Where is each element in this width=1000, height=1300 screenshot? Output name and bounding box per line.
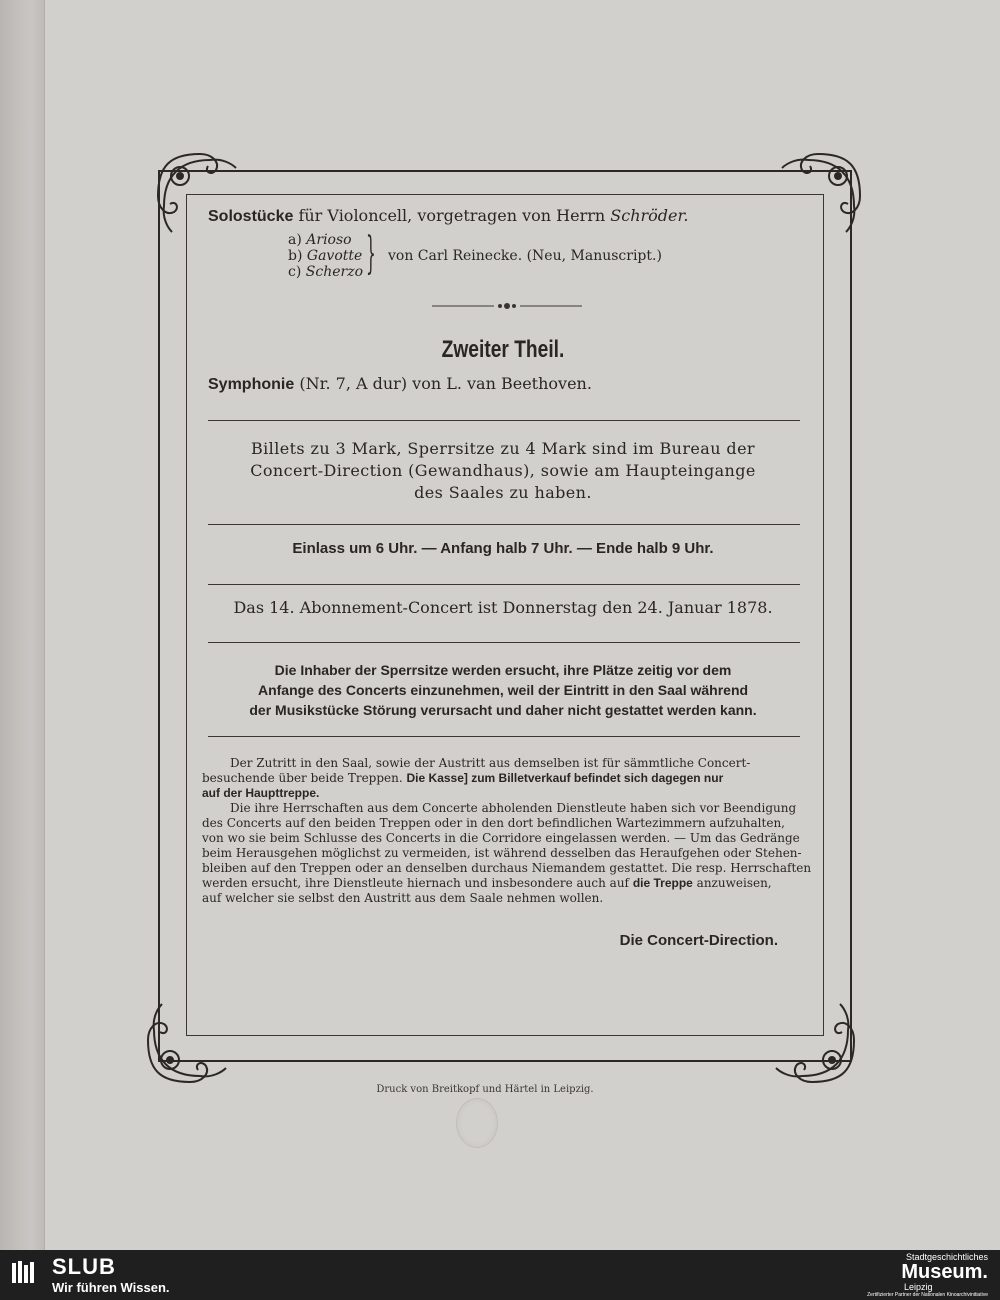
solo-performer: Schröder.: [610, 206, 689, 225]
solo-line: [208, 206, 688, 226]
corner-ornament-bottom-right: [770, 998, 862, 1090]
tickets-info: [200, 438, 806, 504]
rules-line: des Concerts auf den beiden Treppen oder in den dort befindlichen Wartezimmern aufzuhalten,: [202, 816, 785, 830]
rules-line: besuchende über beide Treppen. Die Kasse] zum Billetverkauf befindet sich dagegen nur: [202, 771, 724, 785]
pieces-composer: von Carl Reinecke. (Neu, Manuscript.): [388, 248, 662, 264]
corner-ornament-top-right: [776, 146, 868, 238]
ornament-divider: [432, 296, 582, 306]
museum-city: Leipzig: [904, 1282, 933, 1292]
concert-times: Einlass um 6 Uhr. — Anfang halb 7 Uhr. — Ende halb 9 Uhr.: [292, 540, 714, 557]
solo-description: für Violoncell, vorgetragen von Herrn: [298, 206, 606, 225]
seating-notice: [200, 660, 806, 720]
museum-name: Museum.: [901, 1261, 988, 1283]
next-concert: Das 14. Abonnement-Concert ist Donnerstag den 24. Januar 1878.: [233, 598, 773, 617]
symphony-description: (Nr. 7, A dur) von L. van Beethoven.: [299, 374, 592, 393]
slub-tagline: Wir führen Wissen.: [52, 1280, 170, 1295]
rules-line: bleiben auf den Treppen oder an denselben durchaus Niemandem gestattet. Die resp. Herrschaften: [202, 861, 812, 875]
embossed-stamp: [456, 1098, 498, 1148]
symphony-heading: Symphonie: [208, 376, 295, 393]
rules-line: Die ihre Herrschaften aus dem Concerte abholenden Dienstleute haben sich vor Beendigung: [230, 801, 797, 815]
divider-rule: [208, 736, 800, 737]
signature: Die Concert-Direction.: [619, 932, 778, 949]
piece-item: c) Scherzo: [288, 264, 363, 280]
divider-rule: [208, 420, 800, 421]
brace-symbol: }: [366, 228, 376, 279]
tickets-line: des Saales zu haben.: [414, 483, 592, 502]
tickets-line: Concert-Direction (Gewandhaus), sowie am Haupteingange: [250, 461, 756, 480]
piece-item: a) Arioso: [288, 232, 352, 248]
part-title: Zweiter Theil.: [441, 336, 565, 363]
slub-name[interactable]: SLUB: [52, 1254, 116, 1279]
printer-imprint: Druck von Breitkopf und Härtel in Leipzig.: [376, 1084, 594, 1095]
rules-line: von wo sie beim Schlusse des Concerts in die Corridore eingelassen werden. — Um das Gedränge: [202, 831, 800, 845]
page-gutter: [0, 0, 45, 1250]
solo-heading: Solostücke: [208, 208, 294, 225]
piece-item: b) Gavotte: [288, 248, 363, 264]
museum-note: Zertifizierter Partner der Nationalen Kinoarchivinitiative: [867, 1292, 988, 1298]
rules-line: Der Zutritt in den Saal, sowie der Austritt aus demselben ist für sämmtliche Concert-: [230, 756, 751, 770]
museum-top: Stadtgeschichtliches: [905, 1252, 988, 1262]
divider-rule: [208, 524, 800, 525]
notice-line: Anfange des Concerts einzunehmen, weil der Eintritt in den Saal während: [257, 682, 749, 698]
divider-rule: [208, 584, 800, 585]
corner-ornament-bottom-left: [140, 998, 232, 1090]
notice-line: Die Inhaber der Sperrsitze werden ersucht, ihre Plätze zeitig vor dem: [274, 662, 732, 678]
viewer-footer: [0, 1250, 1000, 1300]
house-rules: [202, 756, 812, 906]
pieces-list: [288, 232, 363, 280]
rules-line: werden ersucht, ihre Dienstleute hiernach und insbesondere auch auf die Treppe anzuweisen,: [202, 876, 772, 890]
museum-logo[interactable]: [860, 1252, 988, 1298]
slub-logo-icon: [10, 1259, 38, 1287]
rules-line: beim Herausgehen möglichst zu vermeiden, ist während desselben das Heraufgehen oder Stehen-: [202, 846, 802, 860]
symphony-line: [208, 374, 592, 394]
notice-line: der Musikstücke Störung verursacht und daher nicht gestattet werden kann.: [249, 702, 757, 718]
rules-line: auf der Haupttreppe.: [202, 786, 320, 800]
tickets-line: Billets zu 3 Mark, Sperrsitze zu 4 Mark sind im Bureau der: [251, 439, 755, 458]
rules-line: auf welcher sie selbst den Austritt aus dem Saale nehmen wollen.: [202, 891, 604, 905]
divider-rule: [208, 642, 800, 643]
